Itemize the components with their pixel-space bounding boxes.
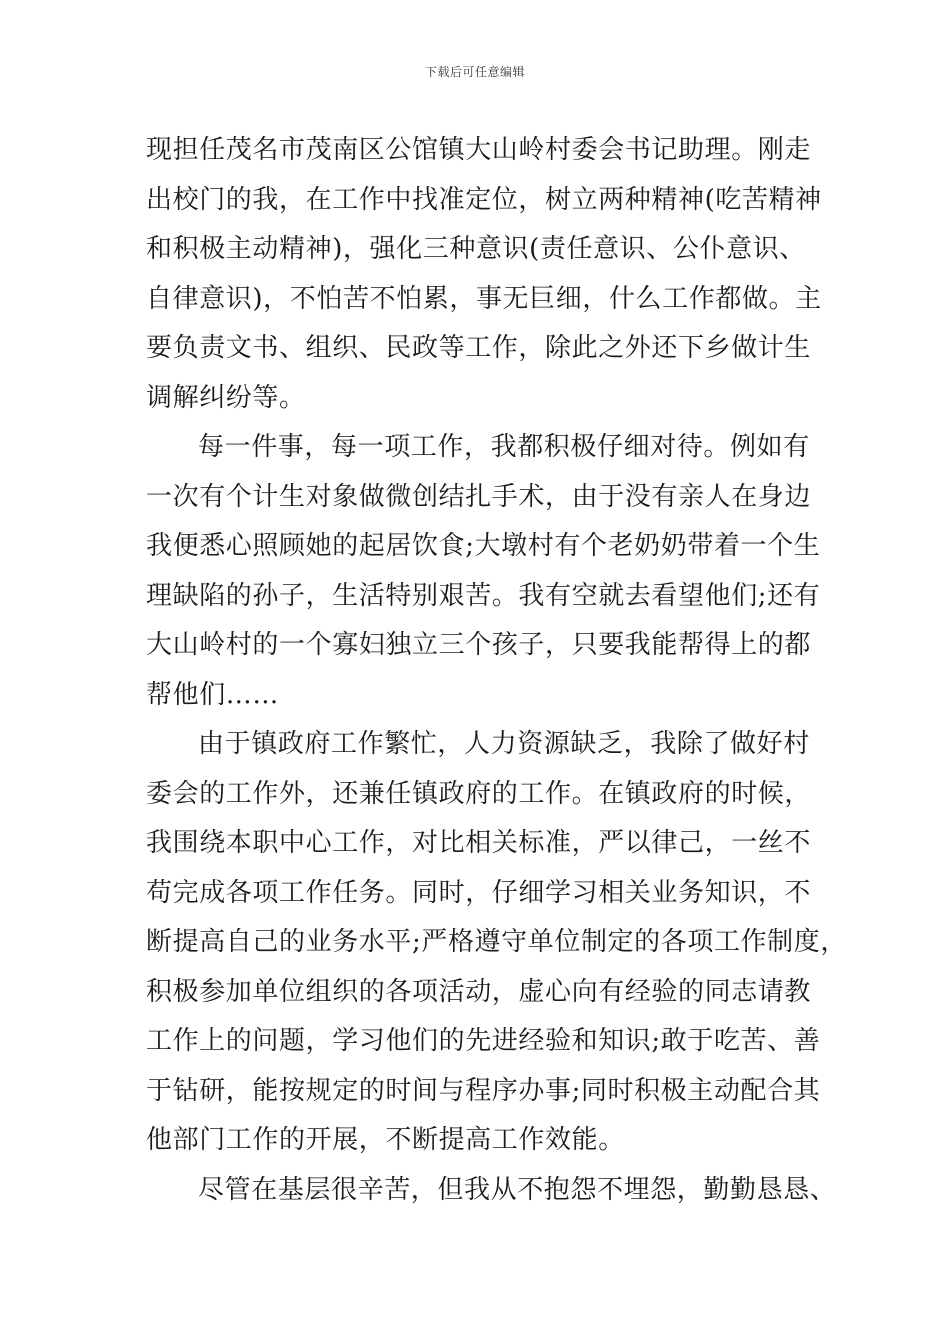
page-header: 下载后可任意编辑 bbox=[424, 65, 525, 79]
text-line: 要负责文书、组织、民政等工作，除此之外还下乡做计生 bbox=[146, 333, 812, 363]
text-line: 帮他们…… bbox=[146, 679, 280, 710]
paragraph-start-line: 每一件事，每一项工作，我都积极仔细对待。例如有 bbox=[198, 432, 810, 462]
text-line: 调解纠纷等。 bbox=[146, 382, 306, 413]
text-line: 我便悉心照顾她的起居饮食;大墩村有个老奶奶带着一个生 bbox=[146, 531, 821, 561]
text-line: 和积极主动精神)，强化三种意识(责任意识、公仆意识、 bbox=[146, 234, 806, 264]
text-line: 我围绕本职中心工作，对比相关标准，严以律己，一丝不 bbox=[146, 828, 812, 858]
text-line: 苟完成各项工作任务。同时，仔细学习相关业务知识，不 bbox=[146, 877, 812, 908]
text-line: 出校门的我，在工作中找准定位，树立两种精神(吃苦精神 bbox=[146, 184, 822, 215]
text-line: 积极参加单位组织的各项活动，虚心向有经验的同志请教 bbox=[146, 976, 812, 1007]
text-line: 现担任茂名市茂南区公馆镇大山岭村委会书记助理。刚走 bbox=[146, 135, 812, 165]
paragraph-start-line: 由于镇政府工作繁忙，人力资源缺乏，我除了做好村 bbox=[198, 729, 810, 759]
text-line: 大山岭村的一个寡妇独立三个孩子，只要我能帮得上的都 bbox=[146, 630, 812, 660]
text-line: 理缺陷的孙子，生活特别艰苦。我有空就去看望他们;还有 bbox=[146, 580, 821, 611]
paragraph-start-line: 尽管在基层很辛苦，但我从不抱怨不埋怨，勤勤恳恳、 bbox=[198, 1174, 837, 1205]
document-body bbox=[146, 126, 847, 1215]
text-line: 于钻研，能按规定的时间与程序办事;同时积极主动配合其 bbox=[146, 1075, 821, 1106]
text-line: 自律意识)，不怕苦不怕累，事无巨细，什么工作都做。主 bbox=[146, 283, 822, 314]
text-line: 一次有个计生对象做微创结扎手术，由于没有亲人在身边 bbox=[146, 481, 812, 512]
text-line: 工作上的问题，学习他们的先进经验和知识;敢于吃苦、善 bbox=[146, 1026, 821, 1056]
text-line: 委会的工作外，还兼任镇政府的工作。在镇政府的时候， bbox=[146, 778, 812, 809]
text-line: 他部门工作的开展，不断提高工作效能。 bbox=[146, 1125, 625, 1155]
text-line: 断提高自己的业务水平;严格遵守单位制定的各项工作制度， bbox=[146, 927, 847, 957]
